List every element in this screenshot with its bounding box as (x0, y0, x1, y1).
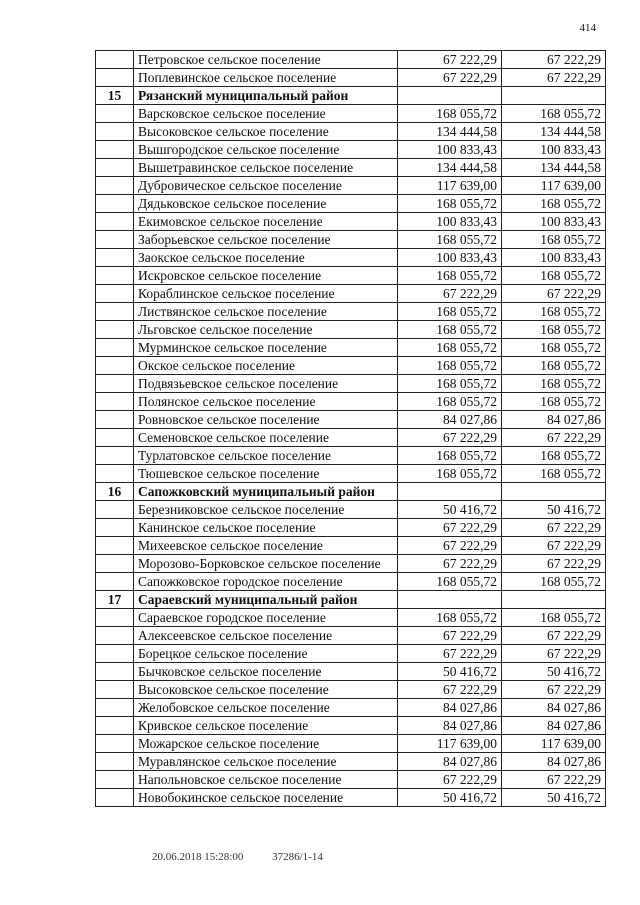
amount-column-1: 168 055,72 (398, 357, 502, 375)
amount-column-1: 67 222,29 (398, 681, 502, 699)
settlement-name: Березниковское сельское поселение (134, 501, 398, 519)
table-row (96, 177, 606, 195)
amount-column-2: 84 027,86 (502, 411, 606, 429)
amount-column-1: 168 055,72 (398, 267, 502, 285)
amount-column-1: 67 222,29 (398, 519, 502, 537)
table-row (96, 537, 606, 555)
amount-column-2: 84 027,86 (502, 717, 606, 735)
table-row (96, 519, 606, 537)
amount-column-2: 100 833,43 (502, 249, 606, 267)
amount-column-1: 134 444,58 (398, 159, 502, 177)
settlement-name: Алексеевское сельское поселение (134, 627, 398, 645)
amount-column-2: 168 055,72 (502, 609, 606, 627)
amount-column-2: 100 833,43 (502, 141, 606, 159)
amount-column-1: 100 833,43 (398, 249, 502, 267)
row-number: 15 (96, 87, 134, 105)
amount-column-2: 67 222,29 (502, 645, 606, 663)
footer-datetime: 20.06.2018 15:28:00 (152, 851, 244, 863)
table-row (96, 501, 606, 519)
amount-column-1: 67 222,29 (398, 285, 502, 303)
amount-column-1: 168 055,72 (398, 321, 502, 339)
settlement-name: Высоковское сельское поселение (134, 681, 398, 699)
amount-column-2: 134 444,58 (502, 159, 606, 177)
table-row (96, 627, 606, 645)
amount-column-1: 168 055,72 (398, 465, 502, 483)
amount-column-1: 100 833,43 (398, 213, 502, 231)
settlement-name: Вышгородское сельское поселение (134, 141, 398, 159)
amount-column-2: 168 055,72 (502, 339, 606, 357)
row-number (96, 735, 134, 753)
table-row (96, 771, 606, 789)
district-row (96, 591, 606, 609)
row-number (96, 789, 134, 807)
table-row (96, 609, 606, 627)
amount-column-1: 67 222,29 (398, 429, 502, 447)
row-number (96, 249, 134, 267)
row-number (96, 555, 134, 573)
amount-column-2: 67 222,29 (502, 537, 606, 555)
table-row (96, 663, 606, 681)
amount-column-1: 168 055,72 (398, 339, 502, 357)
amount-column-1: 168 055,72 (398, 573, 502, 591)
settlement-budget-table (95, 50, 606, 807)
table-row (96, 555, 606, 573)
table-row (96, 141, 606, 159)
row-number (96, 267, 134, 285)
table-row (96, 573, 606, 591)
amount-column-2 (502, 483, 606, 501)
amount-column-2: 168 055,72 (502, 375, 606, 393)
settlement-name: Мурминское сельское поселение (134, 339, 398, 357)
amount-column-1 (398, 87, 502, 105)
row-number (96, 375, 134, 393)
amount-column-2: 168 055,72 (502, 105, 606, 123)
table-row (96, 249, 606, 267)
table-row (96, 321, 606, 339)
amount-column-2: 100 833,43 (502, 213, 606, 231)
amount-column-2: 168 055,72 (502, 465, 606, 483)
amount-column-2: 168 055,72 (502, 447, 606, 465)
settlement-name: Заборьевское сельское поселение (134, 231, 398, 249)
table-row (96, 69, 606, 87)
amount-column-1: 84 027,86 (398, 717, 502, 735)
settlement-name: Желобовское сельское поселение (134, 699, 398, 717)
settlement-name: Екимовское сельское поселение (134, 213, 398, 231)
amount-column-1: 134 444,58 (398, 123, 502, 141)
row-number (96, 141, 134, 159)
table-row (96, 411, 606, 429)
settlement-name: Тюшевское сельское поселение (134, 465, 398, 483)
amount-column-1: 50 416,72 (398, 663, 502, 681)
amount-column-1: 168 055,72 (398, 393, 502, 411)
table-row (96, 285, 606, 303)
amount-column-1: 168 055,72 (398, 303, 502, 321)
table-row (96, 51, 606, 69)
district-name: Рязанский муниципальный район (134, 87, 398, 105)
row-number: 16 (96, 483, 134, 501)
settlement-name: Можарское сельское поселение (134, 735, 398, 753)
settlement-name: Варсковское сельское поселение (134, 105, 398, 123)
row-number (96, 537, 134, 555)
settlement-name: Семеновское сельское поселение (134, 429, 398, 447)
amount-column-2: 168 055,72 (502, 321, 606, 339)
amount-column-2: 168 055,72 (502, 573, 606, 591)
settlement-name: Вышетравинское сельское поселение (134, 159, 398, 177)
amount-column-2: 168 055,72 (502, 267, 606, 285)
district-name: Сараевский муниципальный район (134, 591, 398, 609)
settlement-name: Турлатовское сельское поселение (134, 447, 398, 465)
amount-column-1: 67 222,29 (398, 537, 502, 555)
settlement-name: Новобокинское сельское поселение (134, 789, 398, 807)
table-row (96, 105, 606, 123)
settlement-name: Петровское сельское поселение (134, 51, 398, 69)
amount-column-2: 50 416,72 (502, 663, 606, 681)
amount-column-2: 67 222,29 (502, 429, 606, 447)
row-number (96, 645, 134, 663)
table-row (96, 717, 606, 735)
row-number (96, 303, 134, 321)
amount-column-1: 168 055,72 (398, 447, 502, 465)
row-number (96, 681, 134, 699)
amount-column-2: 168 055,72 (502, 303, 606, 321)
amount-column-2: 67 222,29 (502, 519, 606, 537)
amount-column-1 (398, 591, 502, 609)
table-body (96, 51, 606, 807)
settlement-name: Заокское сельское поселение (134, 249, 398, 267)
row-number (96, 159, 134, 177)
amount-column-2: 67 222,29 (502, 51, 606, 69)
row-number (96, 573, 134, 591)
settlement-name: Окское сельское поселение (134, 357, 398, 375)
row-number (96, 357, 134, 375)
table-row (96, 159, 606, 177)
row-number (96, 195, 134, 213)
amount-column-2: 168 055,72 (502, 393, 606, 411)
row-number (96, 69, 134, 87)
amount-column-2 (502, 87, 606, 105)
amount-column-2: 134 444,58 (502, 123, 606, 141)
table-row (96, 447, 606, 465)
amount-column-1: 67 222,29 (398, 51, 502, 69)
settlement-name: Напольновское сельское поселение (134, 771, 398, 789)
amount-column-2: 67 222,29 (502, 69, 606, 87)
amount-column-1: 117 639,00 (398, 177, 502, 195)
settlement-name: Борецкое сельское поселение (134, 645, 398, 663)
row-number (96, 501, 134, 519)
table-row (96, 465, 606, 483)
row-number (96, 627, 134, 645)
amount-column-1: 84 027,86 (398, 411, 502, 429)
settlement-name: Полянское сельское поселение (134, 393, 398, 411)
table-row (96, 429, 606, 447)
row-number: 17 (96, 591, 134, 609)
table-row (96, 375, 606, 393)
settlement-name: Сараевское городское поселение (134, 609, 398, 627)
settlement-name: Искровское сельское поселение (134, 267, 398, 285)
amount-column-1: 84 027,86 (398, 699, 502, 717)
amount-column-2: 168 055,72 (502, 357, 606, 375)
amount-column-1 (398, 483, 502, 501)
page-number: 414 (579, 22, 596, 34)
row-number (96, 699, 134, 717)
amount-column-2: 67 222,29 (502, 285, 606, 303)
district-row (96, 87, 606, 105)
amount-column-1: 168 055,72 (398, 195, 502, 213)
row-number (96, 465, 134, 483)
table-row (96, 195, 606, 213)
settlement-name: Канинское сельское поселение (134, 519, 398, 537)
amount-column-2: 117 639,00 (502, 735, 606, 753)
amount-column-2: 50 416,72 (502, 501, 606, 519)
table-row (96, 645, 606, 663)
table-row (96, 267, 606, 285)
table-row (96, 393, 606, 411)
amount-column-1: 67 222,29 (398, 771, 502, 789)
row-number (96, 609, 134, 627)
settlement-name: Подвязьевское сельское поселение (134, 375, 398, 393)
settlement-name: Дубровическое сельское поселение (134, 177, 398, 195)
amount-column-2: 50 416,72 (502, 789, 606, 807)
amount-column-1: 84 027,86 (398, 753, 502, 771)
amount-column-1: 100 833,43 (398, 141, 502, 159)
table-row (96, 339, 606, 357)
table-row (96, 699, 606, 717)
district-row (96, 483, 606, 501)
row-number (96, 285, 134, 303)
amount-column-2: 84 027,86 (502, 699, 606, 717)
table-row (96, 357, 606, 375)
amount-column-2: 67 222,29 (502, 627, 606, 645)
row-number (96, 231, 134, 249)
row-number (96, 339, 134, 357)
table-row (96, 789, 606, 807)
amount-column-1: 168 055,72 (398, 375, 502, 393)
row-number (96, 771, 134, 789)
district-name: Сапожковский муниципальный район (134, 483, 398, 501)
row-number (96, 753, 134, 771)
settlement-name: Муравлянское сельское поселение (134, 753, 398, 771)
table-row (96, 681, 606, 699)
settlement-name: Листвянское сельское поселение (134, 303, 398, 321)
amount-column-2: 67 222,29 (502, 681, 606, 699)
settlement-name: Кораблинское сельское поселение (134, 285, 398, 303)
amount-column-2 (502, 591, 606, 609)
amount-column-2: 117 639,00 (502, 177, 606, 195)
amount-column-1: 67 222,29 (398, 645, 502, 663)
table-row (96, 231, 606, 249)
row-number (96, 213, 134, 231)
settlement-name: Кривское сельское поселение (134, 717, 398, 735)
settlement-name: Ровновское сельское поселение (134, 411, 398, 429)
row-number (96, 123, 134, 141)
table-row (96, 753, 606, 771)
row-number (96, 321, 134, 339)
settlement-name: Морозово-Борковское сельское поселение (134, 555, 398, 573)
settlement-name: Сапожковское городское поселение (134, 573, 398, 591)
amount-column-2: 84 027,86 (502, 753, 606, 771)
row-number (96, 519, 134, 537)
table-row (96, 213, 606, 231)
amount-column-1: 168 055,72 (398, 105, 502, 123)
settlement-name: Дядьковское сельское поселение (134, 195, 398, 213)
row-number (96, 105, 134, 123)
amount-column-1: 67 222,29 (398, 555, 502, 573)
table-row (96, 123, 606, 141)
amount-column-2: 168 055,72 (502, 195, 606, 213)
page-footer (152, 851, 349, 863)
settlement-name: Михеевское сельское поселение (134, 537, 398, 555)
row-number (96, 429, 134, 447)
settlement-name: Поплевинское сельское поселение (134, 69, 398, 87)
settlement-name: Бычковское сельское поселение (134, 663, 398, 681)
amount-column-2: 168 055,72 (502, 231, 606, 249)
row-number (96, 717, 134, 735)
amount-column-2: 67 222,29 (502, 771, 606, 789)
amount-column-1: 67 222,29 (398, 69, 502, 87)
amount-column-1: 168 055,72 (398, 231, 502, 249)
table-row (96, 735, 606, 753)
amount-column-1: 67 222,29 (398, 627, 502, 645)
settlement-name: Высоковское сельское поселение (134, 123, 398, 141)
row-number (96, 411, 134, 429)
row-number (96, 177, 134, 195)
footer-document-code: 37286/1-14 (272, 851, 323, 863)
row-number (96, 447, 134, 465)
amount-column-1: 50 416,72 (398, 789, 502, 807)
settlement-name: Льговское сельское поселение (134, 321, 398, 339)
amount-column-2: 67 222,29 (502, 555, 606, 573)
amount-column-1: 50 416,72 (398, 501, 502, 519)
row-number (96, 51, 134, 69)
table-row (96, 303, 606, 321)
row-number (96, 663, 134, 681)
amount-column-1: 168 055,72 (398, 609, 502, 627)
row-number (96, 393, 134, 411)
amount-column-1: 117 639,00 (398, 735, 502, 753)
